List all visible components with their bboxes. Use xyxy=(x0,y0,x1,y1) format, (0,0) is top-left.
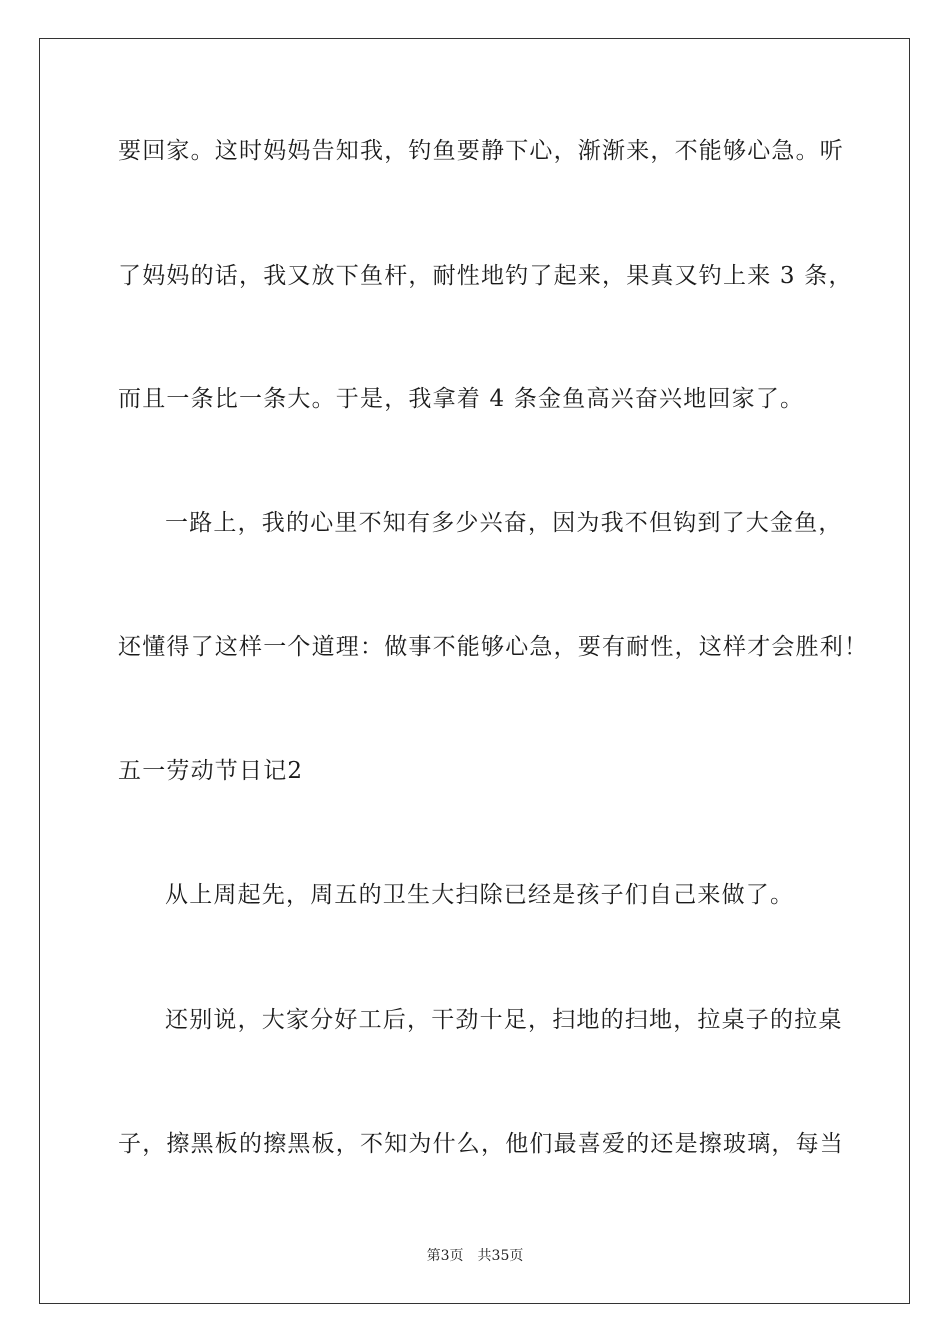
section-heading: 五一劳动节日记2 xyxy=(118,758,304,784)
paragraph-line: 子，擦黑板的擦黑板，不知为什么，他们最喜爱的还是擦玻璃，每当 xyxy=(118,1131,844,1157)
page-total: 共35页 xyxy=(477,1248,524,1264)
paragraph-line: 还别说，大家分好工后，干劲十足，扫地的扫地，拉桌子的拉桌 xyxy=(165,1007,843,1033)
paragraph-line: 要回家。这时妈妈告知我，钓鱼要静下心，渐渐来，不能够心急。听 xyxy=(118,138,844,164)
paragraph-line: 从上周起先，周五的卫生大扫除已经是孩子们自己来做了。 xyxy=(165,882,795,908)
page-frame xyxy=(39,38,910,1304)
page-number: 第3页 xyxy=(426,1248,464,1264)
paragraph-line: 还懂得了这样一个道理：做事不能够心急，要有耐性，这样才会胜利！ xyxy=(118,634,869,660)
paragraph-line: 而且一条比一条大。于是，我拿着 4 条金鱼高兴奋兴地回家了。 xyxy=(118,386,805,412)
paragraph-line: 一路上，我的心里不知有多少兴奋，因为我不但钩到了大金鱼， xyxy=(165,510,843,536)
paragraph-line: 了妈妈的话，我又放下鱼杆，耐性地钓了起来，果真又钓上来 3 条， xyxy=(118,263,853,289)
page-footer xyxy=(0,1245,950,1265)
